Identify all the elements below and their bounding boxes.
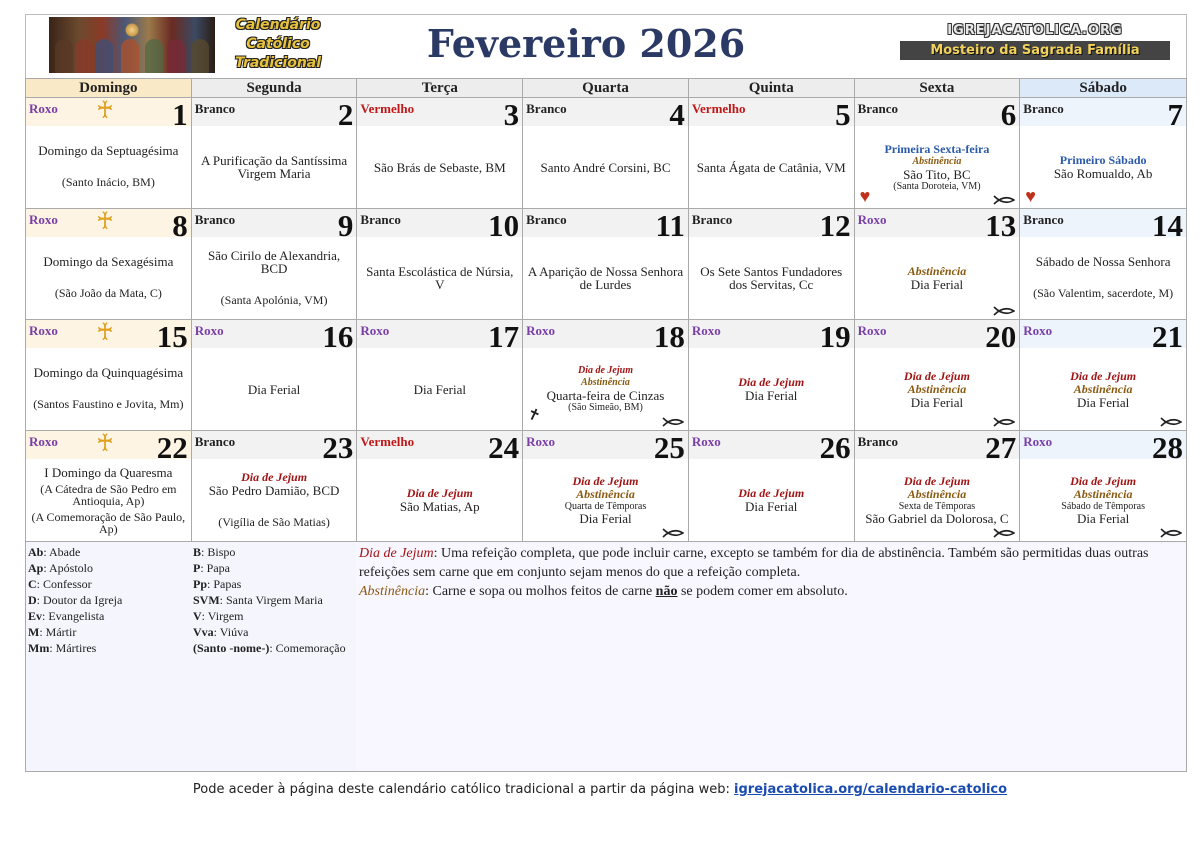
day-number: 3 (503, 97, 520, 132)
abbreviation-meaning: : Abade (43, 545, 81, 559)
abstinencia-note (359, 582, 1183, 601)
liturgical-color: Roxo (194, 323, 224, 338)
day-line-feast: A Aparição de Nossa Senhora de Lurdes (527, 264, 684, 292)
liturgical-color: Roxo (1023, 323, 1053, 338)
day-line-jejum: Dia de Jejum (1070, 368, 1137, 383)
day-line-feast: Dia Ferial (910, 277, 964, 292)
day-line-feast: Dia Ferial (745, 388, 798, 403)
day-number: 23 (322, 430, 354, 465)
liturgical-color: Roxo (29, 101, 58, 116)
day-line-feast: Domingo da Septuagésima (38, 143, 179, 158)
abbreviation-row (193, 560, 358, 576)
day-line-small: (São Simeão, BM) (568, 402, 643, 413)
day-line-comm: (Santos Faustino e Jovita, Mm) (33, 397, 184, 411)
weekday-header: Sexta (855, 79, 1021, 98)
abbreviation-meaning: : Comemoração (269, 641, 346, 655)
abbreviation-key: B (193, 545, 202, 559)
day-cell (523, 98, 689, 209)
logo-line-2: Católico (246, 36, 310, 52)
day-line-jejum: Dia de Jejum (903, 474, 970, 488)
day-number: 2 (337, 97, 354, 132)
day-line-feast: Santa Ágata de Catânia, VM (696, 159, 846, 175)
day-line-feast: São Gabriel da Dolorosa, C (865, 511, 1009, 526)
abbreviation-meaning: : Mártires (49, 641, 97, 655)
day-cell-header (523, 319, 688, 354)
day-line-comm: (São João da Mata, C) (54, 286, 162, 300)
abbreviation-key: Ev (28, 609, 43, 623)
abbreviation-meaning: : Papa (200, 561, 231, 575)
abbreviation-row (28, 624, 193, 640)
footer-text: Pode aceder à página deste calendário católico tradicional a partir da página web: (192, 782, 735, 797)
sacred-heart-icon: ♥ (1025, 186, 1036, 206)
abbreviation-meaning: : Mártir (39, 625, 77, 639)
day-cell-header (1020, 97, 1186, 132)
day-cell-header (26, 430, 191, 465)
calendar-header (25, 14, 1187, 79)
day-cell-header (26, 208, 191, 243)
jejum-note (359, 544, 1183, 582)
day-cell-header (523, 97, 688, 132)
day-cell-header (855, 430, 1020, 465)
abbreviation-meaning: : Doutor da Igreja (36, 593, 123, 607)
abstinencia-text-end: se podem comer em absoluto. (677, 584, 848, 599)
day-cell-header (357, 430, 522, 465)
abbreviation-key: Vva (193, 625, 214, 639)
day-cell-header (855, 208, 1020, 243)
abbreviation-key: P (193, 561, 201, 575)
day-line-feast: Santo André Corsini, BC (540, 159, 671, 175)
day-line-small: Sábado de Têmporas (1061, 501, 1145, 512)
sunday-cross-icon: ♰ (96, 320, 114, 346)
abbreviation-row (28, 592, 193, 608)
day-number: 24 (488, 430, 520, 465)
day-cell (689, 209, 855, 320)
day-cell-header (855, 97, 1020, 132)
day-cell-header (192, 208, 357, 243)
day-number: 17 (488, 319, 520, 354)
day-cell (26, 98, 192, 209)
abbreviation-key: SVM (193, 593, 220, 607)
abbreviation-key: D (28, 593, 37, 607)
day-content (357, 348, 522, 430)
abbreviation-key: Pp (193, 577, 208, 591)
day-content (192, 126, 357, 208)
day-line-abst: Abstinência (1073, 487, 1133, 501)
day-content (26, 237, 191, 319)
day-line-feast: Sábado de Nossa Senhora (1035, 254, 1171, 269)
ash-cross-icon: ✝ (523, 404, 544, 426)
day-line-feast: Dia Ferial (579, 511, 632, 526)
abbreviations-column-1 (28, 544, 193, 656)
sunday-cross-icon: ♰ (96, 98, 114, 124)
abbreviation-row (28, 544, 193, 560)
weekday-header: Quarta (523, 79, 689, 98)
fish-icon (1160, 527, 1182, 539)
abbreviation-key: M (28, 625, 40, 639)
day-cell (523, 431, 689, 542)
day-line-comm: (Santo Inácio, BM) (61, 175, 155, 189)
day-number: 11 (655, 208, 685, 243)
logo-line-3: Tradicional (234, 55, 322, 71)
day-number: 7 (1167, 97, 1183, 132)
day-cell-header (192, 319, 357, 354)
day-number: 14 (1151, 208, 1183, 243)
legend (25, 541, 1187, 772)
day-cell-header (689, 319, 854, 354)
day-line-jejum: Dia de Jejum (738, 486, 805, 500)
liturgical-color: Branco (857, 101, 899, 116)
day-cell-header (192, 430, 357, 465)
liturgical-color: Branco (1023, 101, 1064, 116)
fish-icon (993, 305, 1015, 317)
day-cell (855, 431, 1021, 542)
day-content (26, 348, 191, 430)
day-line-comm: (Santa Apolónia, VM) (220, 292, 328, 307)
day-cell-header (1020, 208, 1186, 243)
day-content (192, 459, 357, 541)
day-number: 4 (669, 97, 685, 132)
day-line-jejum: Dia de Jejum (1070, 474, 1137, 488)
day-number: 27 (985, 430, 1017, 465)
day-line-comm: (Vigília de São Matias) (218, 514, 330, 529)
sunday-cross-icon: ♰ (96, 209, 114, 235)
day-cell-header (357, 319, 522, 354)
day-line-special: Primeira Sexta-feira (884, 141, 990, 156)
day-content (523, 237, 688, 319)
weekday-header: Quinta (689, 79, 855, 98)
day-content (689, 237, 854, 319)
day-cell (855, 98, 1021, 209)
liturgical-color: Roxo (857, 323, 887, 338)
liturgical-color: Branco (194, 101, 236, 116)
day-content (26, 459, 191, 541)
day-line-comm2: (A Comemoração de São Paulo, Ap) (31, 509, 186, 536)
day-number: 9 (337, 208, 354, 243)
site-name: IGREJACATOLICA.ORG (947, 23, 1123, 38)
day-content (26, 126, 191, 208)
abbreviation-meaning: : Confessor (36, 577, 92, 591)
sunday-cross-icon: ♰ (96, 431, 114, 457)
day-line-abst: Abstinência (907, 487, 967, 501)
liturgical-color: Branco (526, 212, 567, 227)
day-line-feast: São Romualdo, Ab (1053, 166, 1153, 181)
jejum-term: Dia de Jejum (359, 546, 434, 561)
day-line-special: Primeiro Sábado (1059, 153, 1147, 167)
weekday-header: Sábado (1020, 79, 1186, 98)
abbreviation-row (193, 640, 358, 656)
day-line-small: Sexta de Têmporas (898, 501, 976, 512)
day-cell (1020, 431, 1186, 542)
liturgical-color: Vermelho (360, 101, 415, 116)
calendar-link[interactable]: igrejacatolica.org/calendario-catolico (734, 782, 1008, 797)
abbreviation-key: Ab (28, 545, 44, 559)
day-cell (357, 431, 523, 542)
day-content (357, 459, 522, 541)
day-content (192, 348, 357, 430)
liturgical-color: Roxo (29, 323, 58, 338)
day-line-jejum: Dia de Jejum (406, 486, 473, 500)
day-cell (26, 431, 192, 542)
abbreviation-row (28, 560, 193, 576)
day-content (1020, 237, 1186, 319)
liturgical-color: Roxo (526, 434, 556, 449)
day-line-feast: Os Sete Santos Fundadores dos Servitas, Cc (700, 264, 843, 292)
day-cell (357, 320, 523, 431)
day-number: 12 (819, 208, 851, 243)
day-line-feast: São Brás de Sebaste, BM (373, 159, 506, 175)
abbreviation-key: C (28, 577, 37, 591)
abstinencia-text: : Carne e sopa ou molhos feitos de carne (425, 584, 656, 599)
day-line-jejum: Dia de Jejum (572, 474, 639, 488)
day-line-feast: São Cirilo de Alexandria, BCD (207, 247, 341, 276)
day-line-small: Quarta de Têmporas (564, 501, 647, 512)
day-cell-header (689, 208, 854, 243)
footer (0, 782, 1200, 797)
abbreviation-key: Ap (28, 561, 44, 575)
day-line-jejum: Dia de Jejum (903, 368, 970, 383)
abbreviation-meaning: : Viúva (213, 625, 249, 639)
day-cell-header (689, 430, 854, 465)
day-number: 1 (172, 97, 188, 132)
day-line-abst: Abstinência (907, 381, 967, 396)
fish-icon (993, 416, 1015, 428)
calendario-catolico-logo (228, 16, 328, 73)
day-number: 6 (1000, 97, 1017, 132)
day-cell-header (192, 97, 357, 132)
liturgical-color: Roxo (857, 212, 887, 227)
day-cell (192, 98, 358, 209)
abbreviation-key: V (193, 609, 202, 623)
day-cell (192, 431, 358, 542)
day-line-small: (Santa Doroteia, VM) (893, 180, 981, 192)
jejum-text: : Uma refeição completa, que pode incluir carne, excepto se também for dia de abstinência. Também são permitidas duas outras refeições sem carne que em conjunto sejam menos do que a refeição completa. (359, 546, 1149, 580)
liturgical-color: Branco (194, 212, 236, 227)
fish-icon (1160, 416, 1182, 428)
liturgical-color: Branco (857, 434, 899, 449)
liturgical-color: Branco (526, 101, 567, 116)
day-line-feast: São Tito, BC (903, 166, 971, 182)
day-line-feast: Dia Ferial (1076, 394, 1130, 410)
day-line-feast: Domingo da Quinquagésima (33, 365, 184, 380)
day-line-feast: São Pedro Damião, BCD (208, 482, 340, 498)
abstinencia-term: Abstinência (359, 584, 426, 599)
day-number: 18 (653, 319, 685, 354)
day-line-feast: Santa Escolástica de Núrsia, V (366, 264, 514, 292)
day-cell-header (357, 208, 522, 243)
fasting-notes (356, 544, 1186, 771)
day-content (357, 126, 522, 208)
abbreviation-row (193, 592, 358, 608)
day-line-feast: Dia Ferial (910, 394, 964, 410)
abbreviation-row (193, 608, 358, 624)
day-content (689, 126, 854, 208)
abbreviation-meaning: : Papas (207, 577, 242, 591)
day-cell (1020, 209, 1186, 320)
liturgical-color: Roxo (29, 212, 58, 227)
day-number: 10 (488, 208, 520, 243)
day-cell-header (26, 319, 191, 354)
day-number: 21 (1151, 319, 1183, 354)
day-number: 13 (985, 208, 1017, 243)
day-line-feast: A Purificação da Santíssima Virgem Maria (200, 153, 348, 181)
day-cell-header (357, 97, 522, 132)
day-cell (357, 98, 523, 209)
abstinencia-emphasis: não (655, 584, 678, 599)
day-cell (26, 320, 192, 431)
day-cell (523, 209, 689, 320)
abbreviation-key: (Santo -nome-) (193, 641, 270, 655)
day-content (357, 237, 522, 319)
day-cell (192, 209, 358, 320)
day-number: 22 (156, 430, 188, 465)
abbreviation-meaning: : Santa Virgem Maria (219, 593, 323, 607)
day-line-comm2: (A Cátedra de São Pedro em Antioquia, Ap) (40, 481, 177, 508)
abbreviation-meaning: : Evangelista (42, 609, 105, 623)
day-cell (855, 320, 1021, 431)
day-cell-header (26, 97, 191, 132)
day-number: 28 (1151, 430, 1183, 465)
abbreviations-column-2 (193, 544, 358, 656)
day-line-jejum: Dia de Jejum (577, 365, 633, 376)
day-line-feast: Dia Ferial (1076, 511, 1130, 526)
liturgical-color: Vermelho (360, 434, 415, 449)
fish-icon (662, 527, 684, 539)
day-content (1020, 126, 1186, 208)
day-cell (855, 209, 1021, 320)
liturgical-color: Branco (691, 212, 733, 227)
abbreviation-row (193, 576, 358, 592)
liturgical-color: Roxo (691, 434, 721, 449)
day-line-jejum: Dia de Jejum (241, 469, 308, 484)
abbreviation-meaning: : Virgem (201, 609, 244, 623)
day-cell (689, 320, 855, 431)
liturgical-color: Branco (360, 212, 401, 227)
day-cell-header (1020, 319, 1186, 354)
day-line-feast: Domingo da Sexagésima (43, 254, 174, 269)
day-line-feast: Dia Ferial (745, 499, 798, 514)
day-cell (523, 320, 689, 431)
day-line-feast: São Matias, Ap (399, 499, 480, 514)
day-line-abst: Abstinência (581, 377, 630, 388)
fish-icon (993, 194, 1015, 206)
month-title: Fevereiro 2026 (426, 21, 746, 66)
liturgical-color: Roxo (526, 323, 556, 338)
day-cell-header (523, 208, 688, 243)
day-number: 20 (985, 319, 1017, 354)
day-line-feast: Dia Ferial (247, 381, 301, 397)
weekday-header: Segunda (192, 79, 358, 98)
day-line-jejum: Dia de Jejum (738, 375, 805, 389)
weekday-header: Domingo (26, 79, 192, 98)
day-content (523, 126, 688, 208)
day-line-abst: Abstinência (576, 487, 635, 501)
calendar-grid (25, 78, 1187, 543)
liturgical-color: Roxo (360, 323, 390, 338)
weekday-header: Terça (357, 79, 523, 98)
day-line-feast: I Domingo da Quaresma (44, 464, 173, 480)
day-line-feast: Dia Ferial (413, 381, 466, 397)
day-number: 16 (322, 319, 354, 354)
day-line-abst: Abstinência (907, 264, 967, 278)
abbreviation-key: Mm (28, 641, 50, 655)
sacred-heart-icon: ♥ (859, 186, 871, 206)
day-cell-header (523, 430, 688, 465)
abbreviation-row (193, 624, 358, 640)
abbreviation-row (28, 576, 193, 592)
day-line-comm: (São Valentim, sacerdote, M) (1033, 286, 1174, 300)
fish-icon (993, 527, 1015, 539)
logo-line-1: Calendário (235, 17, 321, 33)
liturgical-color: Branco (194, 434, 236, 449)
liturgical-color: Roxo (29, 434, 58, 449)
day-number: 15 (156, 319, 188, 354)
day-number: 25 (653, 430, 685, 465)
day-cell (689, 431, 855, 542)
day-number: 26 (819, 430, 851, 465)
abbreviation-row (193, 544, 358, 560)
day-line-abst: Abstinência (1073, 381, 1133, 396)
monastery-name: Mosteiro da Sagrada Família (900, 41, 1170, 60)
day-line-abst: Abstinência (912, 155, 962, 167)
day-number: 5 (835, 97, 851, 132)
day-cell-header (1020, 430, 1186, 465)
day-cell (1020, 98, 1186, 209)
day-line-feast: Quarta-feira de Cinzas (546, 388, 665, 403)
day-cell (689, 98, 855, 209)
day-number: 8 (172, 208, 188, 243)
day-cell (26, 209, 192, 320)
day-cell (357, 209, 523, 320)
abbreviation-row (28, 608, 193, 624)
day-cell-header (855, 319, 1020, 354)
last-supper-painting (49, 17, 215, 73)
abbreviation-meaning: : Apóstolo (43, 561, 94, 575)
day-content (689, 348, 854, 430)
day-number: 19 (819, 319, 851, 354)
fish-icon (662, 416, 684, 428)
liturgical-color: Roxo (691, 323, 721, 338)
day-cell (1020, 320, 1186, 431)
day-cell (192, 320, 358, 431)
liturgical-color: Branco (1023, 212, 1064, 227)
igrejacatolica-logo (900, 23, 1170, 60)
abbreviation-row (28, 640, 193, 656)
liturgical-color: Roxo (1023, 434, 1053, 449)
day-content (192, 237, 357, 319)
day-content (689, 459, 854, 541)
day-cell-header (689, 97, 854, 132)
abbreviation-meaning: : Bispo (201, 545, 236, 559)
liturgical-color: Vermelho (691, 101, 746, 116)
